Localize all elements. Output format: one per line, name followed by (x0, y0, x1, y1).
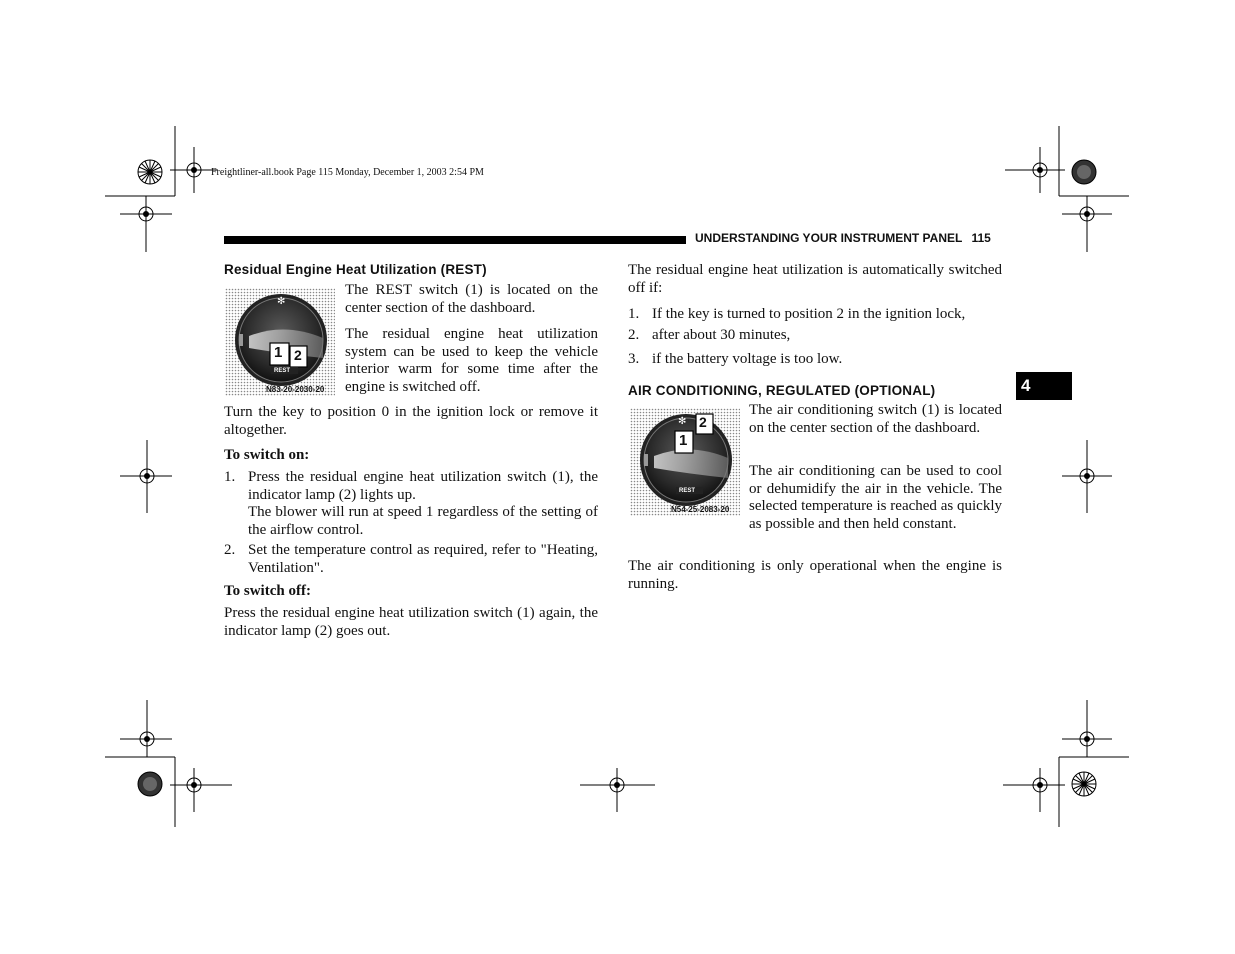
rest-switch-label: REST (274, 368, 291, 374)
rest-switch-figure (225, 288, 335, 396)
list-text: If the key is turned to position 2 in the ignition lock, (652, 306, 966, 322)
ac-operational-text: The air conditioning is only operational when the engine is running. (628, 558, 1002, 592)
rest-intro-location: The REST switch (1) is located on the center section of the dashboard. (345, 282, 598, 316)
rest-switch-illustration (225, 288, 335, 396)
chapter-tab (1016, 372, 1072, 400)
rest-callout-2: 2 (294, 347, 302, 363)
rest-heading: Residual Engine Heat Utilization (REST) (224, 262, 487, 277)
ac-figure-code: N54-25-2083-20 (671, 505, 730, 514)
svg-text:✻: ✻ (678, 416, 687, 427)
chapter-number: 4 (1021, 376, 1031, 395)
switch-on-heading: To switch on: (224, 447, 310, 463)
switch-on-steps (224, 469, 598, 579)
ac-switch-figure (630, 408, 740, 516)
list-text: if the battery voltage is too low. (652, 351, 843, 367)
auto-off-item-1 (628, 306, 1002, 324)
auto-off-item-3 (628, 351, 1002, 369)
header-rule (224, 236, 686, 244)
rest-intro-purpose: The residual engine heat utilization system can be used to keep the vehicle interior warm for some time after the engine is switched off. (345, 326, 598, 395)
ac-location-text: The air conditioning switch (1) is located on the center section of the dashboard. (749, 402, 1002, 436)
switch-off-text: Press the residual engine heat utilization switch (1) again, the indicator lamp (2) goes out. (224, 605, 598, 639)
ac-switch-label: REST (679, 488, 696, 494)
rest-key-paragraph: Turn the key to position 0 in the ignition lock or remove it altogether. (224, 404, 598, 438)
running-header (695, 231, 991, 245)
switch-off-heading: To switch off: (224, 583, 311, 599)
auto-off-list (628, 306, 1002, 372)
ac-callout-2: 2 (699, 414, 707, 430)
step-text: Press the residual engine heat utilization switch (1), the indicator lamp (2) lights up. (248, 469, 598, 503)
switch-on-step-1 (224, 469, 598, 539)
auto-off-item-2 (628, 327, 1002, 345)
step-number: 2. (224, 542, 236, 558)
switch-on-step-2 (224, 542, 598, 577)
list-text: after about 30 minutes, (652, 327, 791, 343)
rest-figure-code: N83-20-2030-20 (266, 385, 325, 394)
ac-callout-1: 1 (679, 432, 688, 449)
file-header: Freightliner-all.book Page 115 Monday, December 1, 2003 2:54 PM (211, 167, 484, 178)
running-header-section: UNDERSTANDING YOUR INSTRUMENT PANEL (695, 231, 963, 245)
auto-off-paragraph: The residual engine heat utilization is automatically switched off if: (628, 262, 1002, 296)
step-note: The blower will run at speed 1 regardless of the setting of the airflow control. (248, 504, 598, 538)
svg-text:✻: ✻ (277, 296, 286, 307)
list-number: 2. (628, 327, 640, 343)
list-number: 1. (628, 306, 640, 322)
rest-callout-1: 1 (274, 344, 283, 361)
step-text: Set the temperature control as required, refer to "Heating, Ventilation". (248, 542, 598, 576)
ac-heading: AIR CONDITIONING, REGULATED (OPTIONAL) (628, 383, 936, 398)
ac-purpose-text: The air conditioning can be used to cool or dehumidify the air in the vehicle. The selected temperature is reached as quickly as possible and then held constant. (749, 463, 1002, 532)
step-number: 1. (224, 469, 236, 485)
page-number: 115 (971, 231, 991, 245)
list-number: 3. (628, 351, 640, 367)
ac-switch-illustration (630, 408, 740, 516)
